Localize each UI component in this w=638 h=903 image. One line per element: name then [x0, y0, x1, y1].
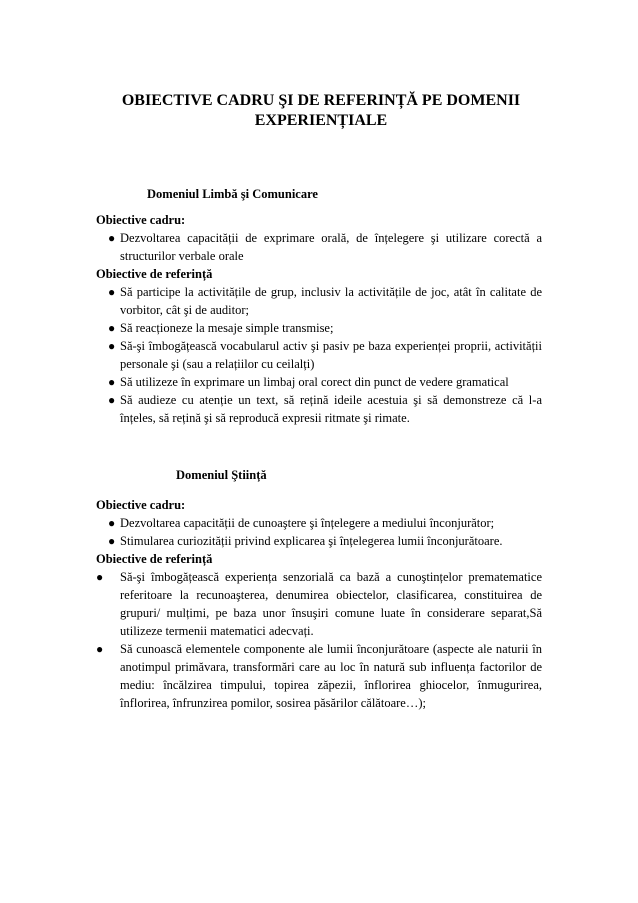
domain-heading-limba: Domeniul Limbă şi Comunicare: [147, 187, 318, 201]
list-item: ● Stimularea curiozității privind explicarea şi înțelegerea lumii înconjurătoare.: [108, 534, 503, 548]
bullet-icon: ●: [108, 231, 116, 245]
title-line-2: EXPERIENȚIALE: [254, 112, 388, 129]
bullet-icon: ●: [108, 534, 116, 548]
referinta-label: Obiective de referință: [96, 267, 213, 281]
referinta-list: [96, 283, 542, 427]
list-item: ● Să participe la activitățile de grup, inclusiv la activitățile de joc, atât în calitate de vorbitor, cât şi de auditor;: [108, 285, 542, 317]
bullet-icon: ●: [108, 393, 116, 407]
bullet-icon: ●: [108, 339, 116, 353]
page-title: [80, 91, 562, 131]
cadru-list: [96, 229, 542, 265]
bullet-icon: ●: [108, 375, 116, 389]
title-line-1: OBIECTIVE CADRU ŞI DE REFERINȚĂ PE DOMENII: [121, 92, 521, 109]
bullet-icon: ●: [108, 285, 116, 299]
list-item: ● Să reacționeze la mesaje simple transmise;: [108, 321, 334, 335]
cadru-label: Obiective cadru:: [96, 213, 186, 227]
list-item: ● Să cunoască elementele componente ale lumii înconjurătoare (aspecte ale naturii în anotimpul primăvara, transformări care au loc în natură sub influența factorilor de mediu: încălzirea timpului, topirea zăpezii, înflorirea ghiocelor, înmugurirea, înflorirea, înfrunzirea pomilor, sosirea păsărilor călătoare…);: [96, 642, 542, 710]
list-item: ● Să-şi îmbogățească experiența senzorială ca bază a cunoştințelor prematematice referitoare la recunoaşterea, denumirea obiectelor, clasificarea, constituirea de grupuri/ mulțimi, pe baza unor însuşiri comune luate în considerare separat,Să utilizeze termenii matematici adecvați.: [96, 570, 542, 638]
bullet-icon: ●: [108, 321, 116, 335]
bullet-icon: ●: [96, 642, 104, 656]
bullet-icon: ●: [96, 570, 104, 584]
section-stiinta: [96, 496, 542, 712]
cadru-list: [96, 514, 542, 550]
list-item: ● Să-şi îmbogățească vocabularul activ şi pasiv pe baza experienței proprii, activității personale şi (sau a relațiilor cu ceilalți): [108, 339, 542, 371]
bullet-icon: ●: [108, 516, 116, 530]
list-item: ● Să utilizeze în exprimare un limbaj oral corect din punct de vedere gramatical: [108, 375, 509, 389]
list-item: ● Dezvoltarea capacității de cunoaştere şi înțelegere a mediului înconjurător;: [108, 516, 495, 530]
section-limba: [96, 211, 542, 427]
cadru-label: Obiective cadru:: [96, 498, 186, 512]
referinta-label: Obiective de referință: [96, 552, 213, 566]
list-item: ● Dezvoltarea capacității de exprimare orală, de înțelegere şi utilizare corectă a structurilor verbale orale: [108, 231, 542, 263]
list-item: ● Să audieze cu atenție un text, să rețină ideile acestuia şi să demonstreze că l-a înțeles, să rețină şi să reproducă expresii ritmate şi rimate.: [108, 393, 542, 425]
domain-heading-stiinta: Domeniul Ştiință: [176, 468, 267, 482]
referinta-list: [96, 568, 542, 712]
